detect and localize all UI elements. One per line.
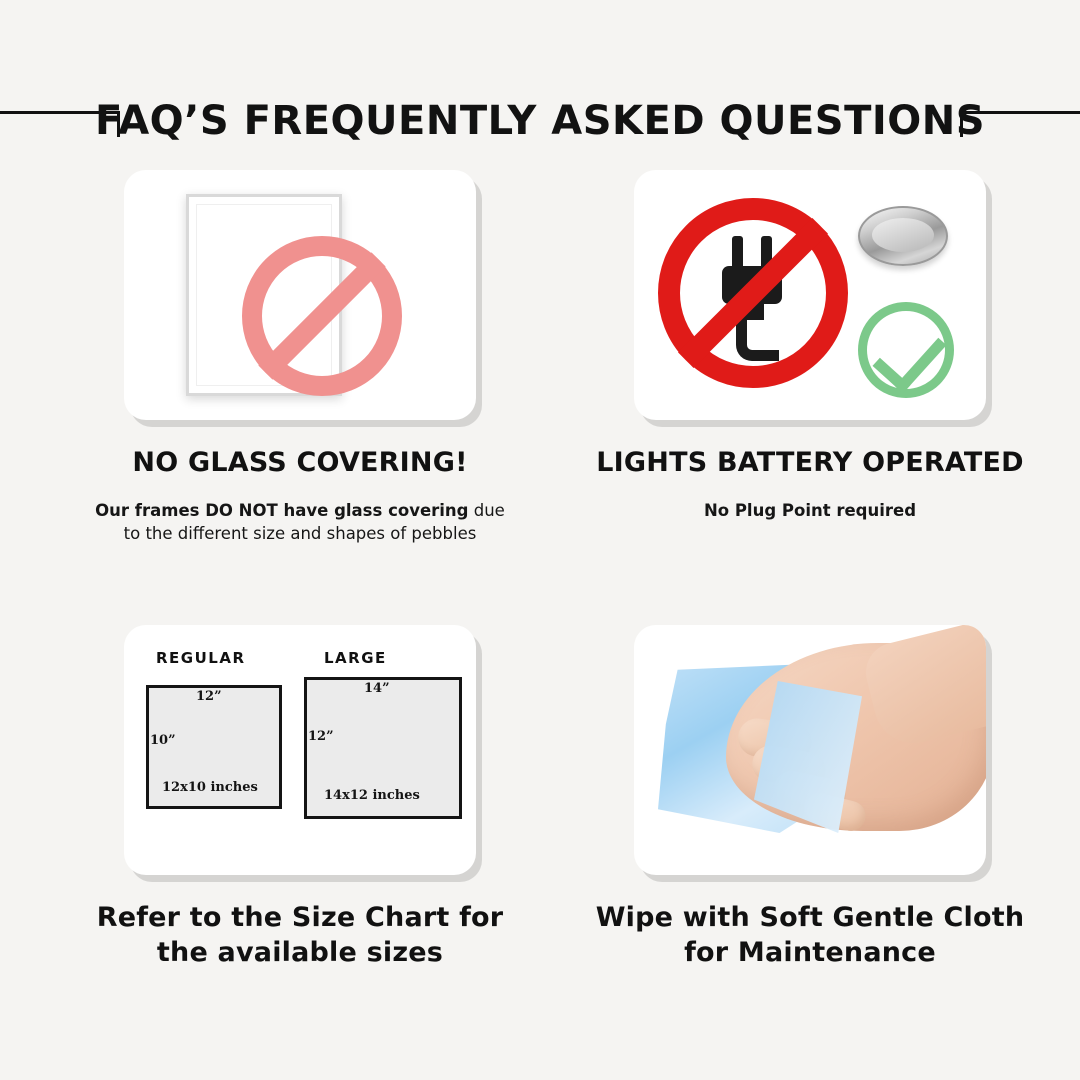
check-circle-icon [858, 302, 954, 398]
no-glass-description-bold: Our frames DO NOT have glass covering [95, 500, 469, 520]
no-plug-icon [658, 198, 848, 388]
maintenance-illustration-card [634, 625, 986, 875]
no-glass-description-rest: due to the different size and shapes of pebbles [123, 500, 505, 544]
prohibition-icon [242, 236, 402, 396]
size-chart-illustration-card [124, 625, 476, 875]
battery-illustration-card [634, 170, 986, 420]
large-height-dim: 12” [308, 729, 334, 744]
prohibition-ring-icon [658, 198, 848, 388]
battery-title: LIGHTS BATTERY OPERATED [596, 447, 1024, 478]
page-title: FAQ’S FREQUENTLY ASKED QUESTIONS [94, 98, 986, 144]
size-label-regular: REGULAR [156, 649, 246, 667]
size-label-large: LARGE [324, 649, 387, 667]
large-width-dim: 14” [364, 681, 390, 696]
regular-height-dim: 10” [150, 733, 176, 748]
faq-item-battery [580, 170, 1040, 522]
no-glass-title: NO GLASS COVERING! [132, 447, 468, 478]
no-glass-illustration-card [124, 170, 476, 420]
prohibition-bar [258, 252, 385, 379]
faq-item-size-chart [70, 625, 530, 970]
page-header [0, 86, 1080, 156]
prohibition-bar [678, 218, 828, 368]
no-glass-description [70, 499, 530, 547]
maintenance-title: Wipe with Soft Gentle Cloth for Maintenance [595, 902, 1025, 968]
coin-battery-icon [858, 206, 948, 266]
faq-item-no-glass [70, 170, 530, 546]
large-caption: 14x12 inches [324, 788, 420, 803]
check-mark [873, 318, 947, 394]
regular-caption: 12x10 inches [162, 780, 258, 795]
battery-description: No Plug Point required [703, 500, 917, 520]
faq-item-maintenance [580, 625, 1040, 970]
size-chart-title: Refer to the Size Chart for the available sizes [96, 902, 504, 968]
regular-width-dim: 12” [196, 689, 222, 704]
